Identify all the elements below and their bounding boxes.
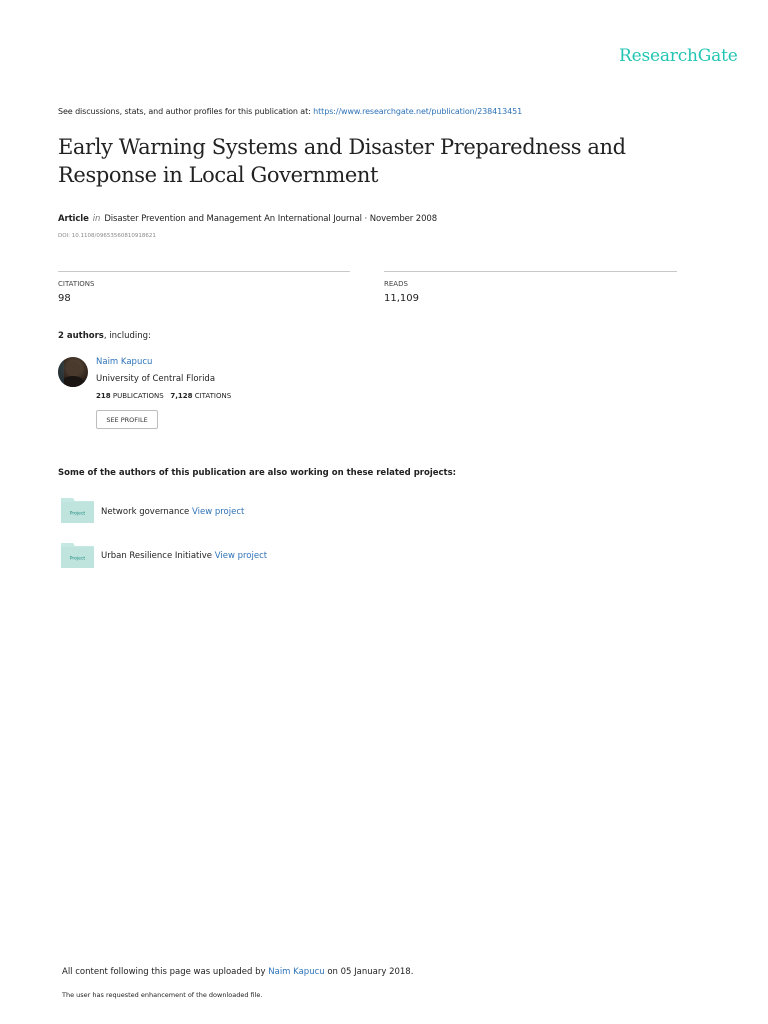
upload-suffix: on 05 January 2018. [324, 967, 414, 977]
project-folder-icon [61, 497, 94, 523]
authors-count-number: 2 authors [58, 331, 104, 341]
project-name: Network governance [101, 507, 190, 517]
related-projects-heading: Some of the authors of this publication are also working on these related projects: [58, 468, 457, 478]
author-publications-label: PUBLICATIONS [112, 392, 164, 400]
avatar-silhouette-icon [58, 357, 88, 387]
project-item [61, 542, 94, 572]
project-line [101, 551, 267, 561]
view-project-link[interactable]: View project [214, 551, 268, 561]
authors-including: , including: [103, 331, 151, 341]
author-stats [96, 392, 231, 400]
upload-prefix: All content following this page was uploaded by [62, 967, 269, 977]
publication-type: Article [58, 214, 89, 224]
reads-divider [384, 271, 677, 272]
project-icon-label: Project [69, 556, 86, 562]
author-citations-label: CITATIONS [194, 392, 232, 400]
citations-value: 98 [58, 293, 71, 304]
reads-label: READS [384, 280, 408, 288]
publication-title: Early Warning Systems and Disaster Preparedness and Response in Local Government [58, 135, 626, 187]
authors-count [58, 331, 151, 341]
researchgate-logo[interactable]: ResearchGate [619, 46, 738, 66]
author-publications-count: 218 [96, 392, 111, 400]
author-citations-count: 7,128 [170, 392, 193, 400]
author-avatar[interactable] [58, 357, 88, 387]
project-folder-icon [61, 542, 94, 568]
see-profile-button[interactable]: SEE PROFILE [96, 410, 158, 429]
discussion-notice [58, 107, 522, 116]
doi-text: DOI: 10.1108/09653560810918621 [58, 233, 156, 239]
citations-divider [58, 271, 350, 272]
publication-meta [58, 214, 437, 224]
view-project-link[interactable]: View project [191, 507, 245, 517]
author-institution: University of Central Florida [96, 374, 216, 384]
reads-value: 11,109 [384, 293, 419, 304]
project-line [101, 507, 244, 517]
citations-label: CITATIONS [58, 280, 95, 288]
enhancement-note: The user has requested enhancement of the downloaded file. [62, 991, 263, 999]
journal-date: Disaster Prevention and Management An International Journal · November 2008 [104, 214, 438, 224]
author-name-link[interactable] [96, 357, 152, 367]
upload-notice [62, 967, 413, 977]
author-name[interactable]: Naim Kapucu [96, 357, 153, 367]
uploader-link[interactable]: Naim Kapucu [268, 967, 325, 977]
project-name: Urban Resilience Initiative [101, 551, 213, 561]
discussion-notice-text: See discussions, stats, and author profiles for this publication at: [58, 107, 314, 116]
in-label: in [92, 214, 101, 224]
project-item [61, 497, 94, 527]
publication-url-link[interactable]: https://www.researchgate.net/publication/238413451 [313, 107, 523, 116]
project-icon-label: Project [69, 511, 86, 517]
